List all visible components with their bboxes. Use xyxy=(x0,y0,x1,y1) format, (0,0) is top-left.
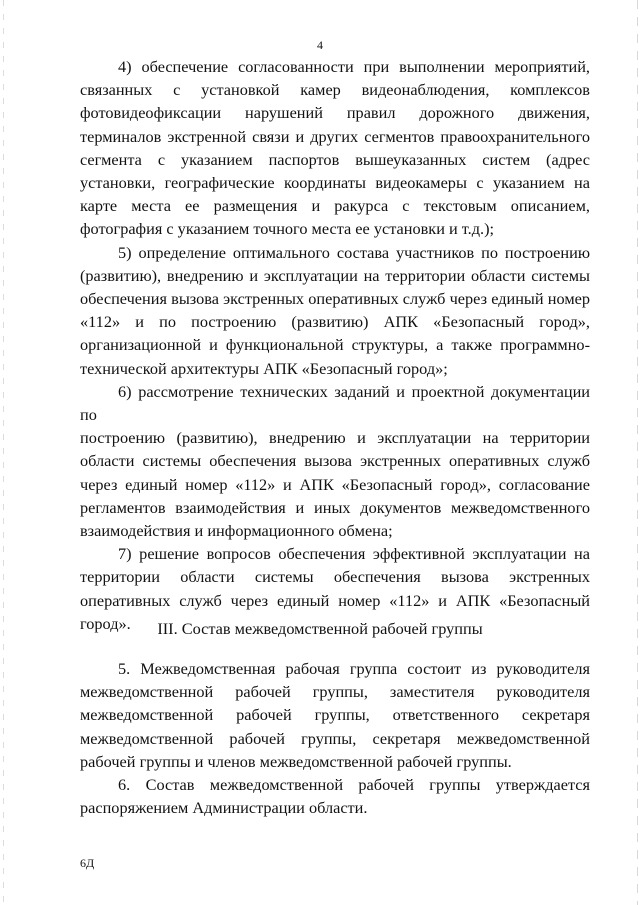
text-line: рабочей группы и членов межведомственной рабочей группы. xyxy=(80,751,512,771)
text-line: 5) определение оптимального состава участников по построению xyxy=(118,242,590,262)
text-line: «112» и по построению (развитию) АПК «Безопасный город», xyxy=(80,312,590,332)
paragraph xyxy=(80,380,590,542)
text-line: построению (развитию), внедрению и эксплуатации на территории xyxy=(80,428,590,448)
paragraph xyxy=(80,241,590,380)
text-line: город». xyxy=(80,613,131,633)
text-line: карте места ее размещения и ракурса с текстовым описанием, xyxy=(80,196,590,216)
text-line: сегмента с указанием паспортов вышеуказанных систем (адрес xyxy=(80,149,590,169)
text-line: организационной и функциональной структуры, а также программно- xyxy=(80,335,590,355)
text-line: 5. Межведомственная рабочая группа состоит из руководителя xyxy=(118,659,590,678)
text-line: 4) обеспечение согласованности при выполнении мероприятий, xyxy=(118,57,590,76)
text-line: обеспечения вызова экстренных оперативных служб через единый номер xyxy=(80,289,590,309)
text-line: через единый номер «112» и АПК «Безопасный город», согласование xyxy=(80,474,590,494)
text-line: территории области системы обеспечения вызова экстренных xyxy=(80,567,590,587)
text-line: межведомственной рабочей группы, секретаря межведомственной xyxy=(80,728,590,748)
paragraph xyxy=(80,55,590,241)
paragraph xyxy=(80,657,590,773)
text-line: взаимодействия и информационного обмена; xyxy=(80,521,393,541)
text-line: 6) рассмотрение технических заданий и проектной документации по xyxy=(80,381,590,425)
text-line: области системы обеспечения вызова экстренных оперативных служб xyxy=(80,451,590,471)
text-line: технической архитектуры АПК «Безопасный город»; xyxy=(80,358,448,378)
text-line: оперативных служб через единый номер «112» и АПК «Безопасный xyxy=(80,590,590,610)
text-line: распоряжением Администрации области. xyxy=(80,798,368,818)
text-line: установки, географические координаты видеокамеры с указанием на xyxy=(80,173,590,193)
text-line: (развитию), внедрению и эксплуатации на территории области системы xyxy=(80,265,590,285)
scan-edge-right xyxy=(637,0,638,905)
text-line: 6. Состав межведомственной рабочей группы утверждается xyxy=(118,775,590,795)
text-line: 7) решение вопросов обеспечения эффективной эксплуатации на xyxy=(118,544,590,564)
text-line: фотография с указанием точного места ее установки и т.д.); xyxy=(80,219,495,239)
scan-edge-left xyxy=(3,0,4,905)
section-heading: III. Состав межведомственной рабочей группы xyxy=(157,619,483,638)
text-line: межведомственной рабочей группы, заместителя руководителя xyxy=(80,682,590,702)
body-text-section-3 xyxy=(80,657,590,819)
page-number: 4 xyxy=(317,38,323,52)
text-line: терминалов экстренной связи и других сегментов правоохранительного xyxy=(80,126,590,146)
text-line: связанных с установкой камер видеонаблюдения, комплексов xyxy=(80,80,590,100)
body-text xyxy=(80,55,590,635)
text-line: межведомственной рабочей группы, ответственного секретаря xyxy=(80,705,590,725)
text-line: фотовидеофиксации нарушений правил дорожного движения, xyxy=(80,103,590,123)
paragraph xyxy=(80,773,590,819)
text-line: регламентов взаимодействия и иных документов межведомственного xyxy=(80,497,590,517)
footer-code: 6Д xyxy=(80,856,95,870)
